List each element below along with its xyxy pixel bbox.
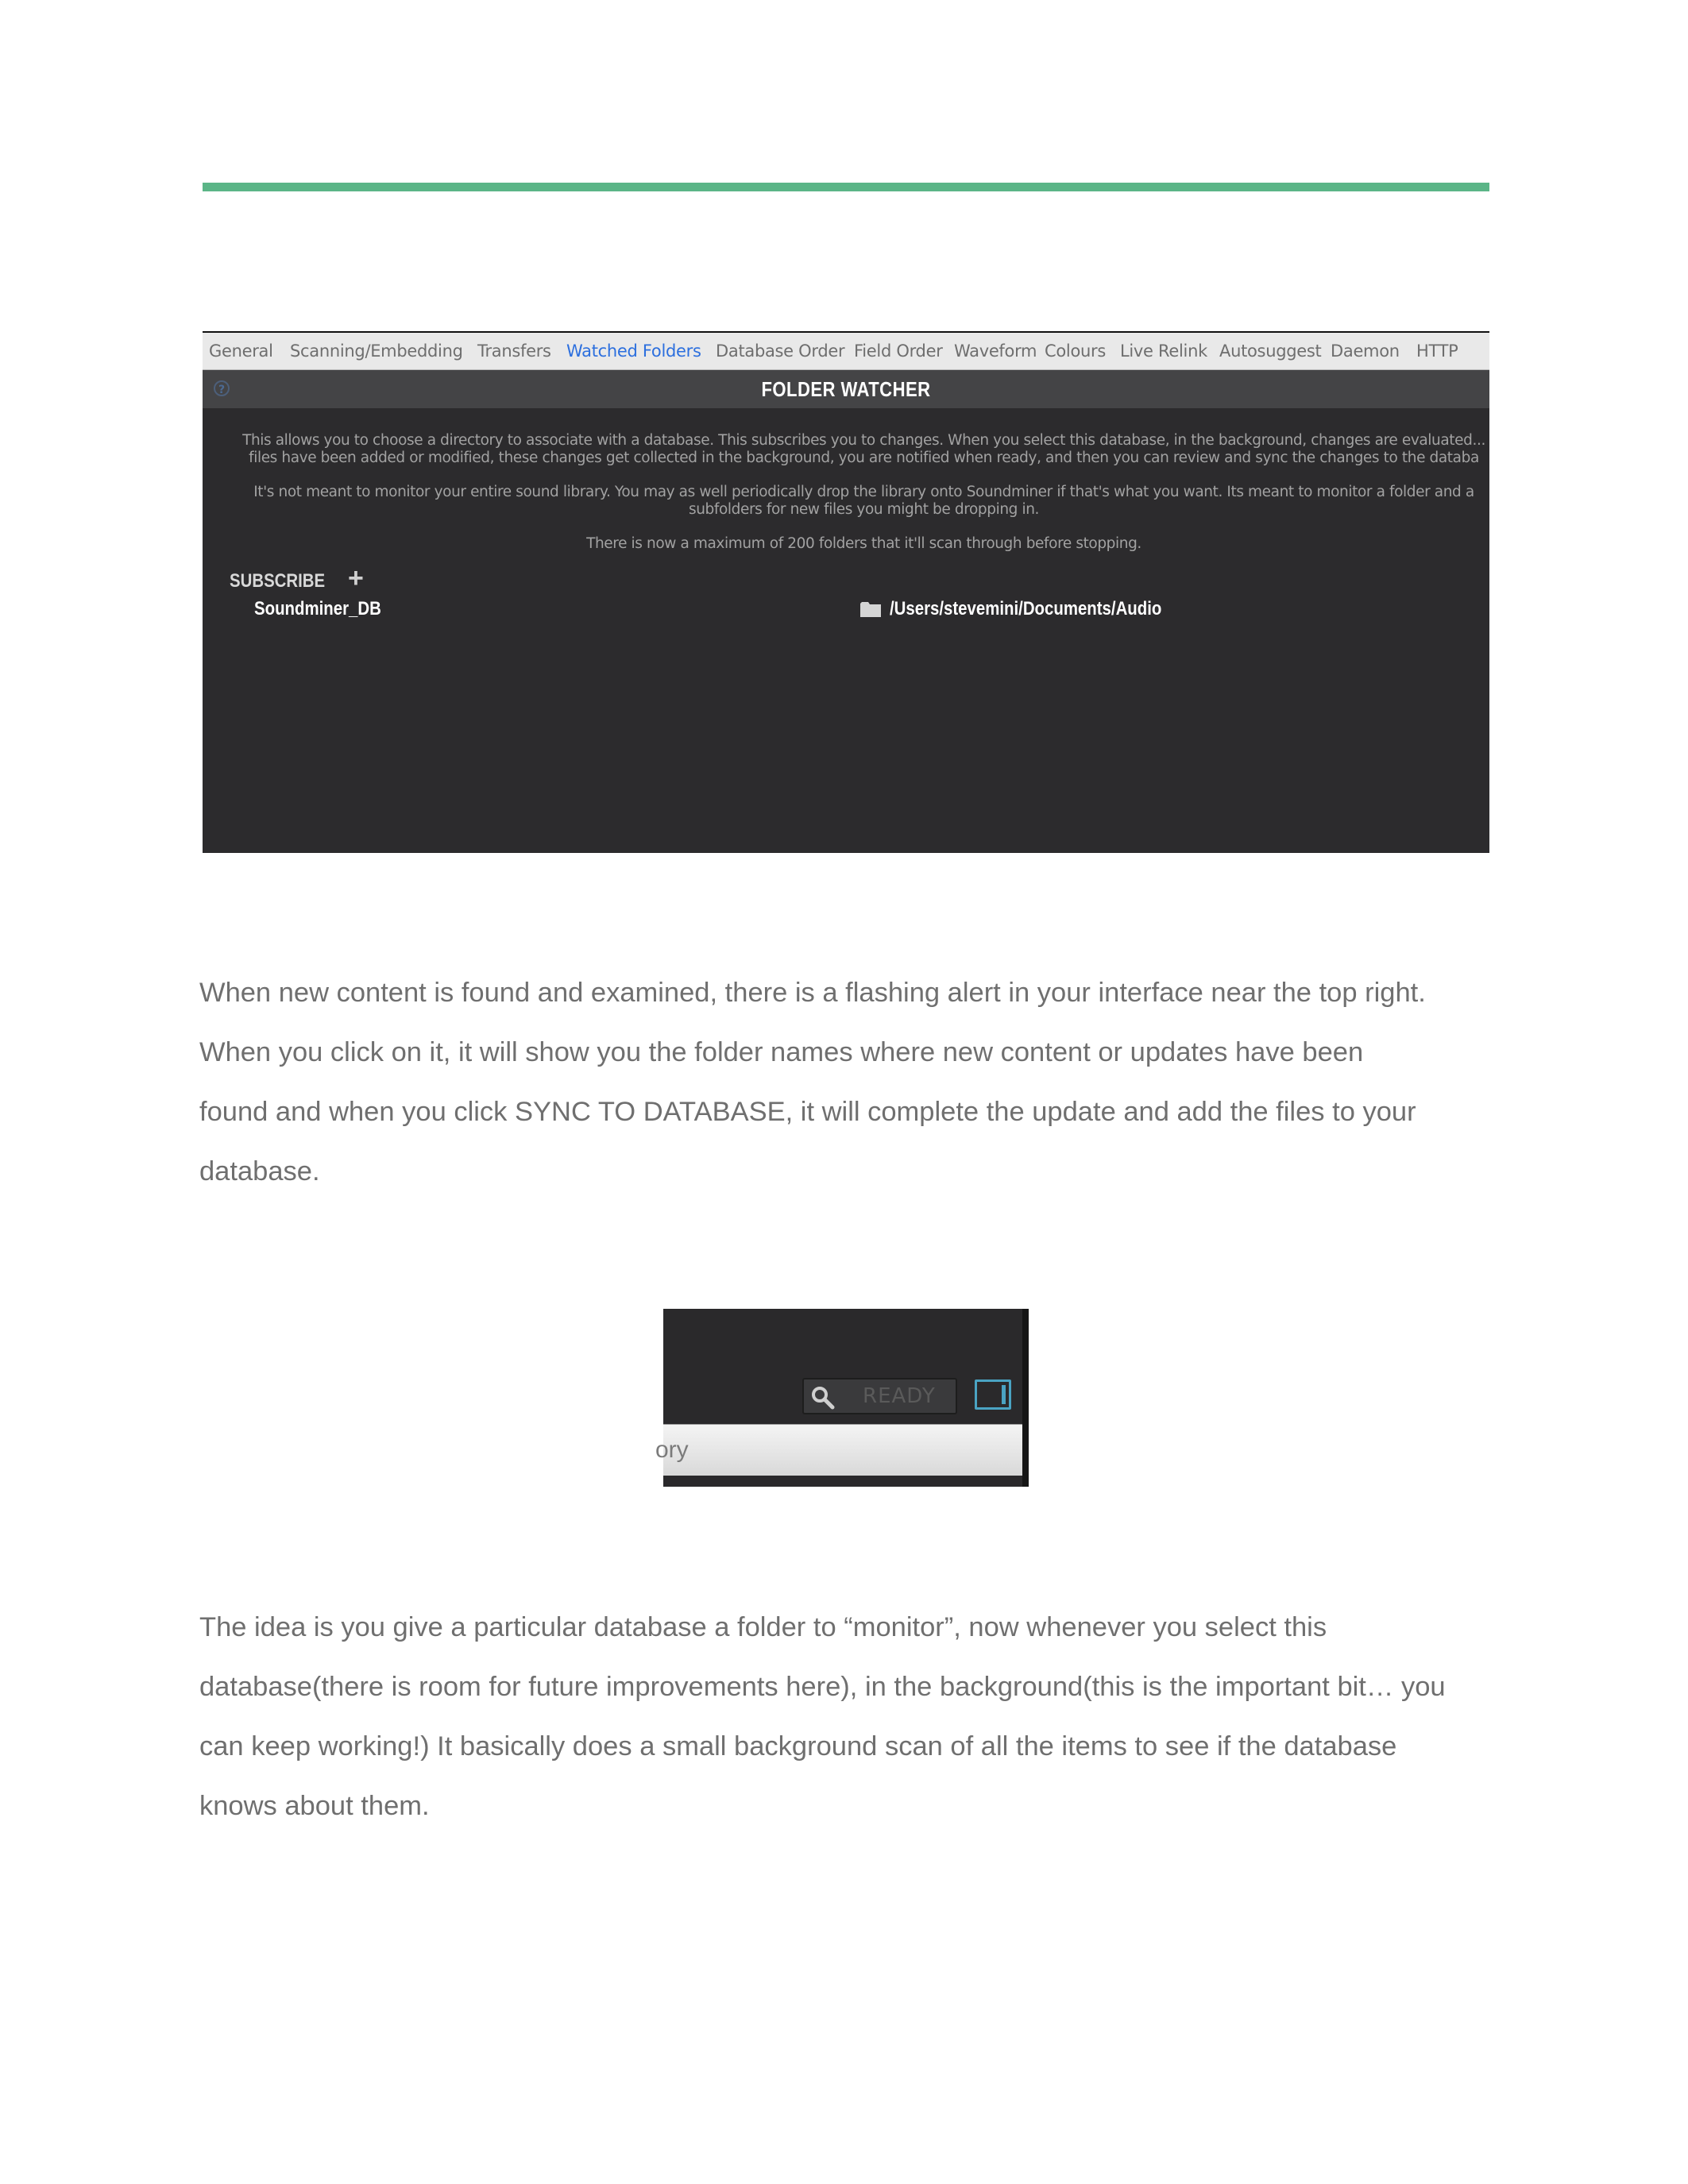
tab-field-order[interactable]: Field Order [854,341,943,361]
paragraph-line: can keep working!) It basically does a small background scan of all the items to see if the database [199,1731,1397,1761]
tab-general[interactable]: General [209,341,273,361]
subscription-folder-path[interactable]: /Users/stevemini/Documents/Audio [890,598,1162,619]
paragraph-line: The idea is you give a particular database a folder to “monitor”, now whenever you select this [199,1612,1327,1642]
description-line: files have been added or modified, these changes get collected in the background, you are notified when ready, and then you can review and sync the changes to the databa [249,450,1479,466]
search-icon [810,1385,836,1410]
paragraph-line: When new content is found and examined, there is a flashing alert in your interface near the top right. [199,978,1426,1008]
top-accent-rule [203,183,1489,191]
paragraph-line: found and when you click SYNC TO DATABASE, it will complete the update and add the files to your [199,1097,1416,1127]
category-strip-label: ory [655,1437,689,1463]
preferences-tab-bar [203,333,1489,370]
ready-indicator-screenshot [655,1309,1029,1487]
search-status-field[interactable] [802,1378,957,1414]
tab-colours[interactable]: Colours [1045,341,1106,361]
tab-waveform[interactable]: Waveform [954,341,1037,361]
paragraph-line: database(there is room for future improvements here), in the background(this is the important bit… you [199,1672,1446,1702]
description-line: subfolders for new files you might be dropping in. [688,501,1040,518]
body-paragraph-2 [199,1598,1502,1836]
tab-scanning-embedding[interactable]: Scanning/Embedding [290,341,463,361]
paragraph-line: knows about them. [199,1791,430,1821]
tab-database-order[interactable]: Database Order [716,341,845,361]
help-icon[interactable]: ? [214,380,230,396]
description-line: This allows you to choose a directory to associate with a database. This subscribes you to changes. When you select this database, in the background, changes are evaluated... [242,432,1485,449]
description-line: It's not meant to monitor your entire sound library. You may as well periodically drop the library onto Soundminer if that's what you want. Its meant to monitor a folder and a [253,484,1474,500]
folder-icon [860,601,881,617]
tab-daemon[interactable]: Daemon [1331,341,1400,361]
folder-watcher-title: FOLDER WATCHER [761,377,931,401]
ready-status-text: READY [863,1384,936,1408]
folder-watcher-header [203,370,1489,408]
tab-autosuggest[interactable]: Autosuggest [1219,341,1322,361]
tab-watched-folders[interactable]: Watched Folders [566,341,701,361]
tab-transfers[interactable]: Transfers [477,341,551,361]
paragraph-line: When you click on it, it will show you the folder names where new content or updates have been [199,1037,1364,1067]
subscribe-label: SUBSCRIBE [230,570,326,592]
body-paragraph-1 [199,963,1502,1202]
add-subscription-button[interactable]: + [348,563,364,593]
tab-http[interactable]: HTTP [1416,341,1458,361]
description-line: There is now a maximum of 200 folders that it'll scan through before stopping. [586,535,1141,552]
paragraph-line: database. [199,1156,320,1187]
window-edge [1022,1309,1029,1487]
subscription-database-name[interactable]: Soundminer_DB [254,598,381,619]
panel-toggle-icon[interactable] [975,1379,1011,1410]
folder-watcher-screenshot [203,331,1489,853]
category-strip [655,1424,1022,1476]
tab-live-relink[interactable]: Live Relink [1120,341,1207,361]
